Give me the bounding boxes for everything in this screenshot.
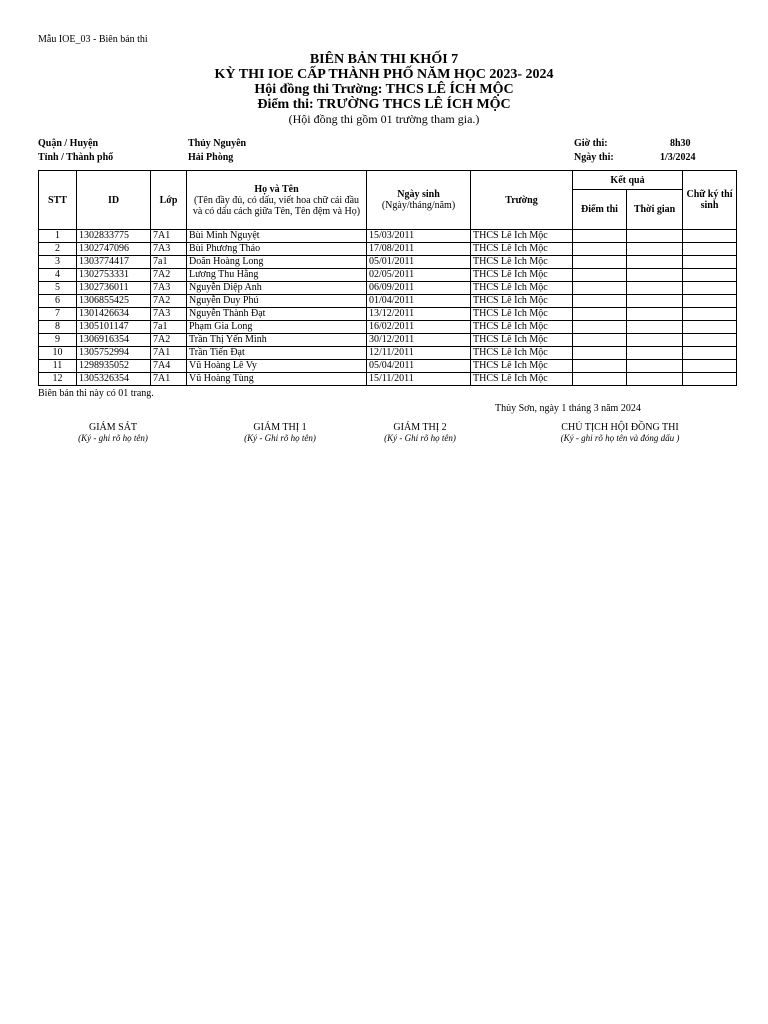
table-row (39, 282, 737, 295)
row-duration (627, 243, 683, 256)
row-stt: 3 (39, 256, 77, 269)
row-name: Doãn Hoàng Long (187, 256, 367, 269)
row-stt: 11 (39, 360, 77, 373)
row-id: 1306855425 (77, 295, 151, 308)
row-id: 1302753331 (77, 269, 151, 282)
row-id: 1305326354 (77, 373, 151, 386)
row-school: THCS Lê Ích Mộc (471, 295, 573, 308)
row-school: THCS Lê Ích Mộc (471, 373, 573, 386)
pages-note: Biên bản thi này có 01 trang. (38, 388, 154, 399)
province-label: Tỉnh / Thành phố (38, 152, 114, 163)
row-stt: 12 (39, 373, 77, 386)
signer-hint: (Ký - ghi rõ họ tên) (78, 433, 148, 443)
row-name: Trần Thị Yến Minh (187, 334, 367, 347)
row-id: 1305752994 (77, 347, 151, 360)
row-score (573, 308, 627, 321)
row-dob: 16/02/2011 (367, 321, 471, 334)
row-score (573, 282, 627, 295)
row-name: Bùi Phương Thảo (187, 243, 367, 256)
row-duration (627, 334, 683, 347)
row-duration (627, 308, 683, 321)
row-duration (627, 347, 683, 360)
candidate-table (38, 170, 737, 386)
row-class: 7A1 (151, 230, 187, 243)
row-id: 1302833775 (77, 230, 151, 243)
row-school: THCS Lê Ích Mộc (471, 230, 573, 243)
row-stt: 5 (39, 282, 77, 295)
row-id: 1305101147 (77, 321, 151, 334)
header-dob (367, 171, 471, 230)
place-date: Thủy Sơn, ngày 1 tháng 3 năm 2024 (495, 403, 641, 414)
row-name: Vũ Hoàng Tùng (187, 373, 367, 386)
title-council: Hội đồng thi Trường: THCS LÊ ÍCH MỘC (254, 82, 514, 97)
row-signature (683, 256, 737, 269)
row-school: THCS Lê Ích Mộc (471, 347, 573, 360)
row-id: 1301426634 (77, 308, 151, 321)
row-class: 7A1 (151, 347, 187, 360)
row-name: Phạm Gia Long (187, 321, 367, 334)
row-class: 7A2 (151, 334, 187, 347)
title-venue: Điểm thi: TRƯỜNG THCS LÊ ÍCH MỘC (257, 97, 511, 112)
header-dob-note: (Ngày/tháng/năm) (381, 200, 456, 211)
table-row (39, 256, 737, 269)
row-signature (683, 295, 737, 308)
row-class: 7A3 (151, 243, 187, 256)
header-id: ID (77, 171, 151, 230)
row-signature (683, 243, 737, 256)
row-school: THCS Lê Ích Mộc (471, 269, 573, 282)
title-exam-sheet: BIÊN BẢN THI KHỐI 7 (309, 52, 459, 67)
row-id: 1302736011 (77, 282, 151, 295)
row-signature (683, 334, 737, 347)
row-school: THCS Lê Ích Mộc (471, 334, 573, 347)
row-class: 7A1 (151, 373, 187, 386)
exam-time-value: 8h30 (670, 138, 691, 149)
table-row (39, 334, 737, 347)
row-school: THCS Lê Ích Mộc (471, 308, 573, 321)
title-competition: KỲ THI IOE CẤP THÀNH PHỐ NĂM HỌC 2023- 2024 (214, 67, 554, 82)
table-row (39, 230, 737, 243)
row-class: 7A3 (151, 282, 187, 295)
row-name: Bùi Minh Nguyệt (187, 230, 367, 243)
row-stt: 9 (39, 334, 77, 347)
header-signature: Chữ ký thí sinh (683, 171, 737, 230)
row-name: Nguyễn Thành Đạt (187, 308, 367, 321)
row-stt: 7 (39, 308, 77, 321)
table-row (39, 373, 737, 386)
signer-hint: (Ký - Ghi rõ họ tên) (384, 433, 456, 443)
row-school: THCS Lê Ích Mộc (471, 321, 573, 334)
district-label: Quận / Huyện (38, 138, 99, 149)
row-class: 7A2 (151, 269, 187, 282)
row-class: 7A4 (151, 360, 187, 373)
row-score (573, 295, 627, 308)
row-stt: 2 (39, 243, 77, 256)
row-id: 1306916354 (77, 334, 151, 347)
row-dob: 12/11/2011 (367, 347, 471, 360)
row-name: Trần Tiến Đạt (187, 347, 367, 360)
row-stt: 8 (39, 321, 77, 334)
row-signature (683, 230, 737, 243)
row-score (573, 256, 627, 269)
row-dob: 13/12/2011 (367, 308, 471, 321)
row-score (573, 230, 627, 243)
row-duration (627, 321, 683, 334)
header-duration: Thời gian (627, 190, 683, 230)
header-name (187, 171, 367, 230)
row-class: 7a1 (151, 321, 187, 334)
row-dob: 30/12/2011 (367, 334, 471, 347)
row-duration (627, 295, 683, 308)
row-name: Vũ Hoàng Lê Vy (187, 360, 367, 373)
row-name: Nguyễn Duy Phú (187, 295, 367, 308)
row-duration (627, 256, 683, 269)
row-dob: 01/04/2011 (367, 295, 471, 308)
header-name-title: Họ và Tên (254, 183, 299, 195)
row-dob: 15/11/2011 (367, 373, 471, 386)
exam-date-value: 1/3/2024 (660, 152, 696, 163)
signer-supervisor (58, 422, 168, 443)
row-duration (627, 269, 683, 282)
province-value: Hải Phòng (188, 152, 234, 163)
header-stt: STT (39, 171, 77, 230)
district-value: Thủy Nguyên (188, 138, 247, 149)
row-score (573, 347, 627, 360)
header-result: Kết quả (573, 171, 683, 190)
table-row (39, 269, 737, 282)
row-school: THCS Lê Ích Mộc (471, 360, 573, 373)
row-score (573, 243, 627, 256)
subtitle-note: (Hội đồng thi gồm 01 trường tham gia.) (288, 112, 480, 126)
row-school: THCS Lê Ích Mộc (471, 256, 573, 269)
row-class: 7A3 (151, 308, 187, 321)
row-duration (627, 230, 683, 243)
row-signature (683, 360, 737, 373)
row-signature (683, 269, 737, 282)
form-code: Mẫu IOE_03 - Biên bản thi (38, 34, 148, 45)
row-duration (627, 373, 683, 386)
table-row (39, 321, 737, 334)
signer-hint: (Ký - ghi rõ họ tên và đóng dấu ) (560, 433, 680, 443)
signer-hint: (Ký - Ghi rõ họ tên) (244, 433, 316, 443)
row-school: THCS Lê Ích Mộc (471, 243, 573, 256)
signer-role: GIÁM THỊ 1 (253, 422, 307, 433)
row-duration (627, 360, 683, 373)
row-signature (683, 347, 737, 360)
row-class: 7a1 (151, 256, 187, 269)
row-name: Nguyễn Diệp Anh (187, 282, 367, 295)
signer-role: CHỦ TỊCH HỘI ĐỒNG THI (561, 422, 679, 433)
row-score (573, 321, 627, 334)
document-header (0, 52, 768, 126)
header-school: Trường (471, 171, 573, 230)
row-score (573, 360, 627, 373)
row-score (573, 269, 627, 282)
row-dob: 05/01/2011 (367, 256, 471, 269)
signer-role: GIÁM SÁT (88, 422, 138, 433)
exam-time-label: Giờ thi: (574, 138, 608, 149)
row-dob: 15/03/2011 (367, 230, 471, 243)
table-row (39, 308, 737, 321)
header-class: Lớp (151, 171, 187, 230)
row-stt: 10 (39, 347, 77, 360)
row-dob: 05/04/2011 (367, 360, 471, 373)
row-signature (683, 308, 737, 321)
row-score (573, 334, 627, 347)
row-signature (683, 282, 737, 295)
row-stt: 6 (39, 295, 77, 308)
row-signature (683, 321, 737, 334)
table-row (39, 295, 737, 308)
row-id: 1303774417 (77, 256, 151, 269)
row-dob: 17/08/2011 (367, 243, 471, 256)
header-name-note: (Tên đầy đủ, có dấu, viết hoa chữ cái đầu và có dấu cách giữa Tên, Tên đệm và Họ) (192, 194, 361, 217)
row-dob: 02/05/2011 (367, 269, 471, 282)
row-school: THCS Lê Ích Mộc (471, 282, 573, 295)
signer-proctor-1 (220, 422, 340, 443)
table-row (39, 360, 737, 373)
row-score (573, 373, 627, 386)
row-signature (683, 373, 737, 386)
row-name: Lương Thu Hằng (187, 269, 367, 282)
row-stt: 4 (39, 269, 77, 282)
row-class: 7A2 (151, 295, 187, 308)
table-row (39, 243, 737, 256)
header-dob-title: Ngày sinh (397, 189, 440, 200)
signer-proctor-2 (360, 422, 480, 443)
row-id: 1298935052 (77, 360, 151, 373)
row-duration (627, 282, 683, 295)
row-dob: 06/09/2011 (367, 282, 471, 295)
table-row (39, 347, 737, 360)
signer-council-chair (520, 422, 720, 443)
row-stt: 1 (39, 230, 77, 243)
row-id: 1302747096 (77, 243, 151, 256)
exam-date-label: Ngày thi: (574, 152, 614, 163)
header-score: Điểm thi (573, 190, 627, 230)
signer-role: GIÁM THỊ 2 (393, 422, 447, 433)
